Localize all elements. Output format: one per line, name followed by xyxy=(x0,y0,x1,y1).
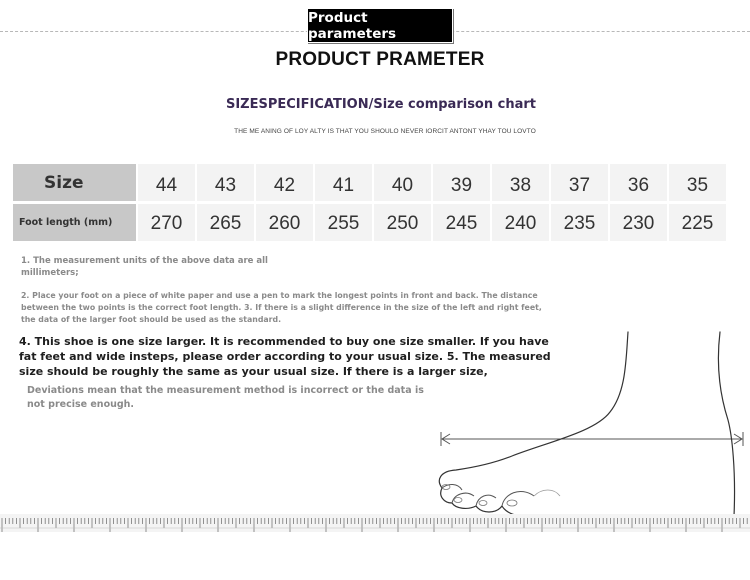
size-cell: 35 xyxy=(669,164,726,201)
foot-length-cell: 260 xyxy=(256,204,313,241)
ruler-icon xyxy=(0,514,750,540)
size-cell: 43 xyxy=(197,164,254,201)
tagline: THE ME ANING OF LOY ALTY IS THAT YOU SHOULO NEVER IORCIT ANTONT YHAY TOU LOVTO xyxy=(234,128,536,135)
size-cell: 41 xyxy=(315,164,372,201)
foot-length-cell: 270 xyxy=(138,204,195,241)
foot-length-cell: 235 xyxy=(551,204,608,241)
note-deviations: Deviations mean that the measurement method is incorrect or the data is not precise enough. xyxy=(27,385,424,410)
foot-length-cell: 245 xyxy=(433,204,490,241)
product-parameters-banner: Product parameters xyxy=(308,9,452,42)
size-cell: 39 xyxy=(433,164,490,201)
size-row-header: Size xyxy=(13,164,136,201)
foot-length-cell: 225 xyxy=(669,204,726,241)
size-cell: 42 xyxy=(256,164,313,201)
foot-length-row-header: Foot length (mm) xyxy=(13,204,136,241)
page-title: PRODUCT PRAMETER xyxy=(275,49,485,70)
size-cell: 44 xyxy=(138,164,195,201)
size-cell: 40 xyxy=(374,164,431,201)
note-measuring: 2. Place your foot on a piece of white paper and use a pen to mark the longest points in front and back. The distance between the two points is the correct foot length. 3. If there is a slight difference in the size of the left and right feet, the data of the larger foot should be used as the standard. xyxy=(21,291,542,324)
page-subtitle: SIZESPECIFICATION/Size comparison chart xyxy=(225,97,536,112)
size-cell: 37 xyxy=(551,164,608,201)
foot-length-cell: 230 xyxy=(610,204,667,241)
note-units: 1. The measurement units of the above data are all millimeters; xyxy=(21,256,268,278)
size-table xyxy=(13,164,726,241)
foot-length-cell: 265 xyxy=(197,204,254,241)
size-cell: 36 xyxy=(610,164,667,201)
note-sizing-advice: 4. This shoe is one size larger. It is recommended to buy one size smaller. If you have fat feet and wide insteps, please order according to your usual size. 5. The measured size should be roughly the same as your usual size. If there is a larger size, xyxy=(19,335,551,378)
foot-length-cell: 250 xyxy=(374,204,431,241)
foot-length-cell: 240 xyxy=(492,204,549,241)
foot-length-cell: 255 xyxy=(315,204,372,241)
size-cell: 38 xyxy=(492,164,549,201)
foot-outline-icon xyxy=(430,320,750,530)
